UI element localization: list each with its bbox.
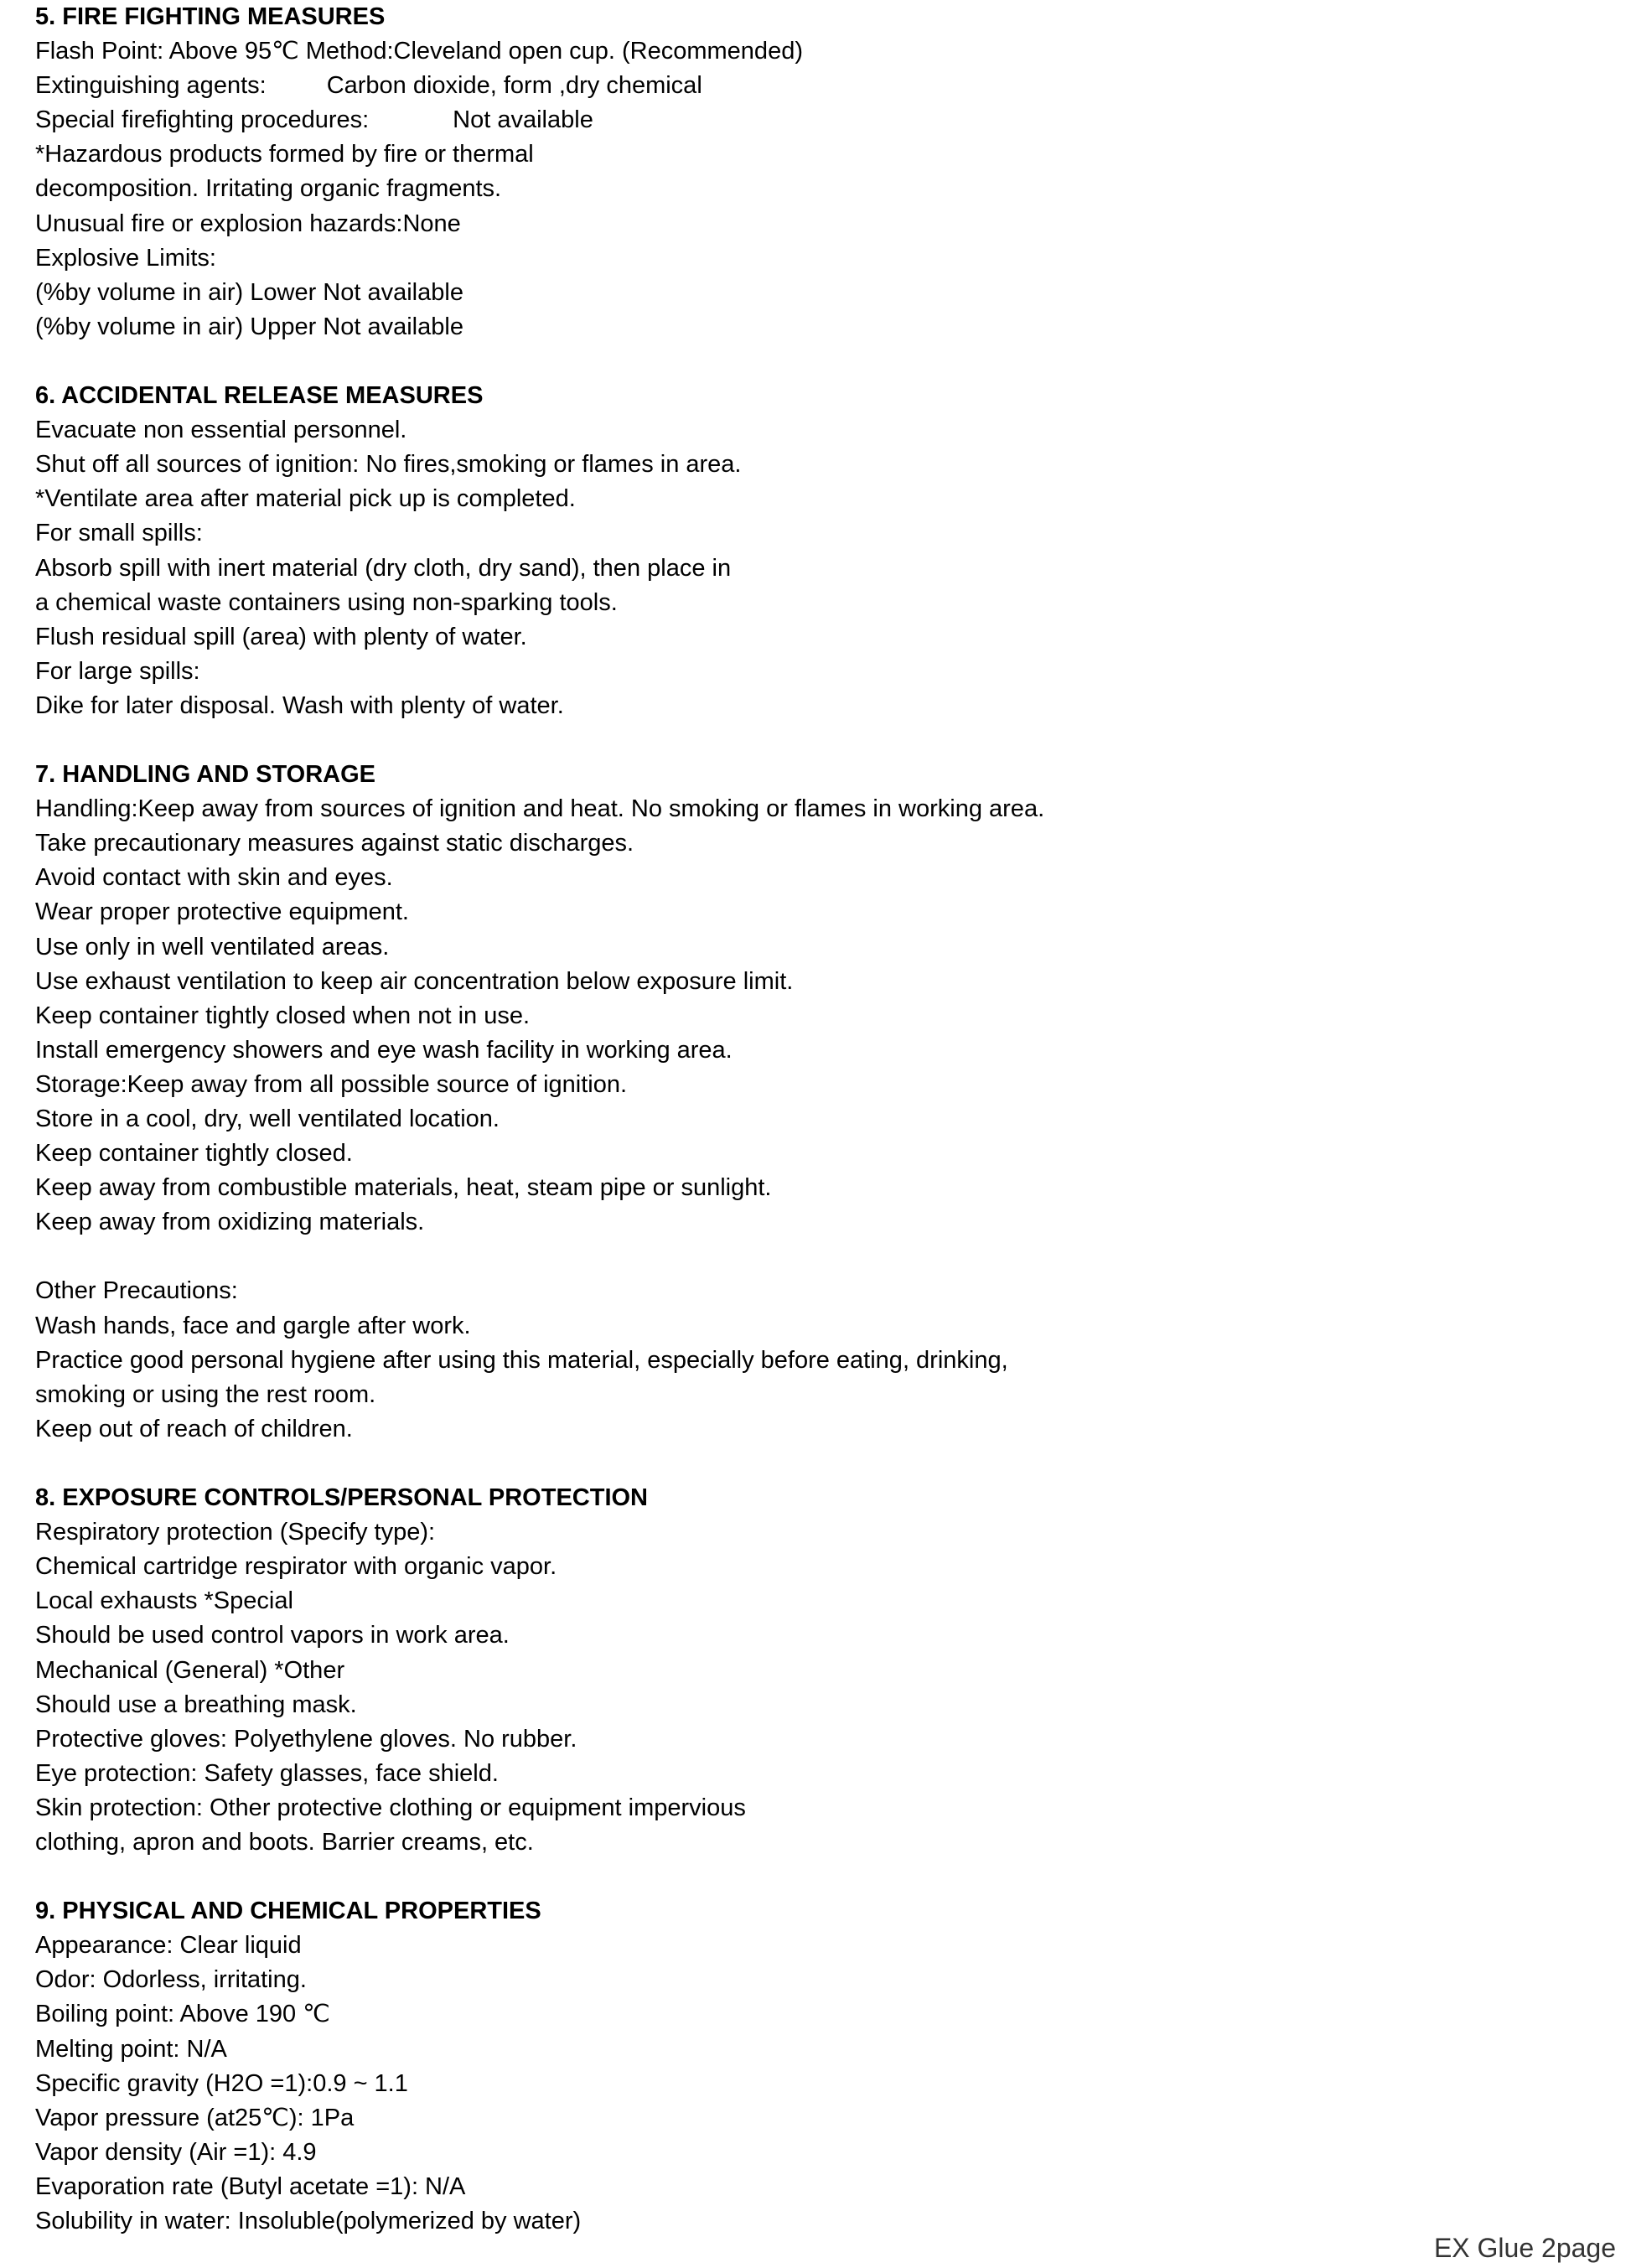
text-line: Chemical cartridge respirator with organic vapor. — [35, 1553, 557, 1581]
text-line: Odor: Odorless, irritating. — [35, 1966, 307, 1994]
section-heading: 5. FIRE FIGHTING MEASURES — [35, 3, 386, 30]
section-physical-chemical — [35, 1894, 1594, 2239]
text-line: smoking or using the rest room. — [35, 1380, 376, 1408]
text-line: Other Precautions: — [35, 1277, 238, 1305]
text-line: Practice good personal hygiene after using this material, especially before eating, drinking, — [35, 1346, 1008, 1374]
text-line: Keep container tightly closed when not in use. — [35, 1002, 531, 1029]
text-line: Respiratory protection (Specify type): — [35, 1519, 436, 1546]
text-line: Evaporation rate (Butyl acetate =1): N/A — [35, 2172, 466, 2200]
text-line: Mechanical (General) *Other — [35, 1656, 345, 1684]
text-line: clothing, apron and boots. Barrier creams, etc. — [35, 1828, 534, 1856]
text-line: Keep away from oxidizing materials. — [35, 1209, 425, 1236]
text-line: For small spills: — [35, 520, 203, 547]
text-line: Dike for later disposal. Wash with plenty of water. — [35, 691, 564, 719]
field-label: Extinguishing agents: — [35, 72, 267, 100]
text-line: (%by volume in air) Lower Not available — [35, 278, 463, 306]
text-line: For large spills: — [35, 657, 200, 685]
text-line: Solubility in water: Insoluble(polymerized by water) — [35, 2208, 582, 2234]
text-line: Flash Point: Above 95℃ Method:Cleveland open cup. (Recommended) — [35, 38, 803, 65]
text-line: Keep out of reach of children. — [35, 1415, 353, 1442]
text-line: Melting point: N/A — [35, 2035, 227, 2063]
text-line-pair — [35, 103, 1594, 137]
page-footer-label: EX Glue 2page — [1433, 2233, 1616, 2263]
text-line: Store in a cool, dry, well ventilated location. — [35, 1106, 500, 1132]
text-line: Eye protection: Safety glasses, face shield. — [35, 1759, 499, 1787]
text-line: *Hazardous products formed by fire or thermal — [35, 141, 534, 168]
field-label: Special firefighting procedures: — [35, 106, 370, 134]
text-line: Shut off all sources of ignition: No fires,smoking or flames in area. — [35, 451, 742, 479]
text-line: Absorb spill with inert material (dry cloth, dry sand), then place in — [35, 554, 732, 582]
text-line: Boiling point: Above 190 ℃ — [35, 2001, 330, 2028]
text-line: Explosive Limits: — [35, 244, 216, 272]
section-heading: 6. ACCIDENTAL RELEASE MEASURES — [35, 382, 484, 410]
section-heading: 8. EXPOSURE CONTROLS/PERSONAL PROTECTION — [35, 1484, 649, 1512]
text-line: Local exhausts *Special — [35, 1587, 293, 1615]
text-line: Take precautionary measures against static discharges. — [35, 830, 634, 857]
text-line: Should use a breathing mask. — [35, 1691, 357, 1718]
text-line: Protective gloves: Polyethylene gloves. No rubber. — [35, 1725, 577, 1753]
section-fire-fighting — [35, 0, 1594, 344]
text-line: Wash hands, face and gargle after work. — [35, 1312, 471, 1339]
text-line: Keep container tightly closed. — [35, 1140, 353, 1168]
text-line: Use exhaust ventilation to keep air concentration below exposure limit. — [35, 967, 794, 995]
section-accidental-release — [35, 379, 1594, 723]
text-line: Storage:Keep away from all possible source of ignition. — [35, 1070, 628, 1098]
text-line: Wear proper protective equipment. — [35, 898, 409, 926]
text-line: Vapor pressure (at25℃): 1Pa — [35, 2104, 355, 2131]
text-line: Evacuate non essential personnel. — [35, 417, 407, 444]
text-line-pair — [35, 69, 1594, 103]
text-line: *Ventilate area after material pick up is completed. — [35, 485, 576, 513]
text-line: Vapor density (Air =1): 4.9 — [35, 2138, 317, 2166]
field-value: Not available — [453, 106, 593, 134]
text-line: Avoid contact with skin and eyes. — [35, 864, 393, 892]
section-spacer — [35, 1447, 1594, 1481]
field-value: Carbon dioxide, form ,dry chemical — [326, 72, 702, 100]
text-line: Handling:Keep away from sources of ignition and heat. No smoking or flames in working area. — [35, 795, 1045, 823]
section-exposure-controls — [35, 1481, 1594, 1860]
text-line: Unusual fire or explosion hazards:None — [35, 210, 461, 237]
text-line: decomposition. Irritating organic fragments. — [35, 175, 502, 203]
text-line: Appearance: Clear liquid — [35, 1932, 302, 1960]
text-line: Keep away from combustible materials, heat, steam pipe or sunlight. — [35, 1174, 772, 1202]
section-handling-storage — [35, 758, 1594, 1447]
text-line: Skin protection: Other protective clothing or equipment impervious — [35, 1794, 746, 1821]
section-heading: 7. HANDLING AND STORAGE — [35, 761, 376, 789]
text-line: Specific gravity (H2O =1):0.9 ~ 1.1 — [35, 2069, 408, 2097]
section-spacer — [35, 344, 1594, 379]
text-line: Should be used control vapors in work area. — [35, 1622, 510, 1649]
paragraph-spacer — [35, 1240, 1594, 1274]
text-line: a chemical waste containers using non-sparking tools. — [35, 588, 618, 616]
section-heading: 9. PHYSICAL AND CHEMICAL PROPERTIES — [35, 1898, 541, 1925]
text-line: Use only in well ventilated areas. — [35, 933, 390, 961]
text-line: Flush residual spill (area) with plenty of water. — [35, 623, 527, 650]
text-line: (%by volume in air) Upper Not available — [35, 313, 463, 340]
document-body — [35, 0, 1594, 2239]
section-spacer — [35, 1860, 1594, 1894]
section-spacer — [35, 723, 1594, 758]
text-line: Install emergency showers and eye wash facility in working area. — [35, 1036, 733, 1064]
